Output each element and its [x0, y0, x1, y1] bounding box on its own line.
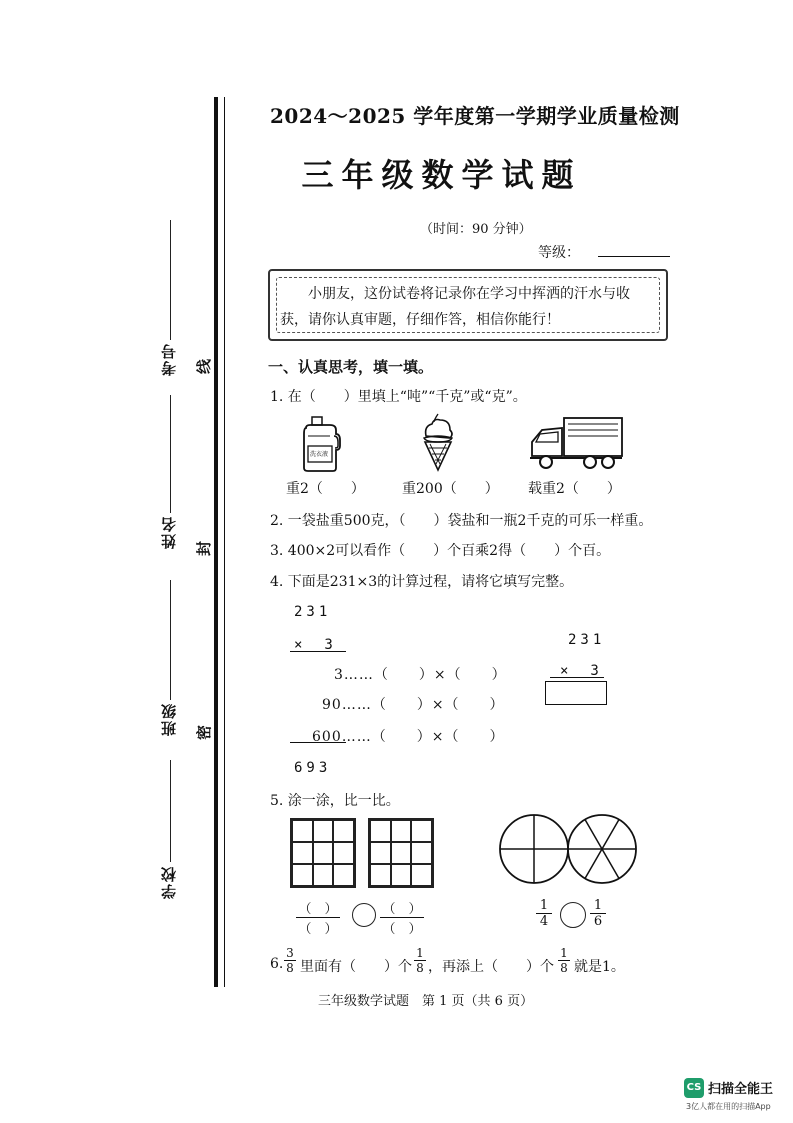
calc-top-number: 231 [294, 604, 332, 620]
square-grid-right[interactable] [368, 818, 434, 888]
mark-secret-char: 密 [195, 724, 214, 741]
q6-f3-num: 1 [558, 946, 570, 961]
binding-border [214, 97, 225, 987]
fraction-one-quarter-den: 4 [539, 914, 549, 929]
bottle-label-text: 洗衣液 [310, 451, 329, 458]
q1-caption-truck: 载重2（ ） [528, 481, 621, 497]
q6-f2-den: 8 [416, 961, 424, 975]
fraction-one-quarter [536, 898, 552, 929]
q6-text-1: 里面有（ ）个 [300, 959, 412, 975]
q6-text-3: 就是1。 [574, 959, 625, 975]
calc-right-mult: × 3 [560, 663, 603, 679]
calc-underline-1 [290, 651, 346, 652]
q6-fraction-one-eighth-a [414, 946, 426, 975]
truck-icon [528, 414, 624, 470]
exam-no-label: 考号 [160, 342, 178, 376]
fraction-one-quarter-num: 1 [536, 898, 552, 914]
note-box [268, 269, 668, 341]
q1-caption-bottle: 重2（ ） [286, 481, 365, 497]
school-line [170, 760, 171, 862]
q1-caption-icecream: 重200（ ） [402, 481, 499, 497]
calc-row-1: 3……（ ）×（ ） [334, 667, 507, 683]
paper-title: 三年级数学试题 [301, 156, 582, 194]
q6-fraction-one-eighth-b [558, 946, 570, 975]
camscanner-logo: CS [684, 1078, 704, 1098]
compare-circle-left[interactable] [352, 903, 376, 927]
detergent-bottle-icon [300, 416, 342, 472]
school-label: 学校 [160, 865, 178, 899]
time-limit: （时间：90 分钟） [420, 222, 532, 237]
section-heading: 一、认真思考，填一填。 [268, 358, 434, 376]
q6-f1-num: 3 [284, 946, 296, 961]
q2-text: 2. 一袋盐重500克，（ ）袋盐和一瓶2千克的可乐一样重。 [270, 513, 653, 529]
blank-fraction-right-den: （ ） [382, 922, 422, 937]
circle-quarters[interactable] [498, 813, 570, 889]
fraction-one-sixth-num: 1 [590, 898, 606, 914]
blank-fraction-left[interactable] [296, 898, 340, 937]
class-line [170, 580, 171, 700]
calc-right-top: 231 [568, 632, 606, 648]
q6-f3-den: 8 [560, 961, 568, 975]
q3-text: 3. 400×2可以看作（ ）个百乘2得（ ）个百。 [270, 543, 611, 559]
note-text: 小朋友，这份试卷将记录你在学习中挥洒的汗水与收获，请你认真审题，仔细作答，相信你能行！ [280, 286, 630, 328]
name-line [170, 395, 171, 513]
page-footer: 三年级数学试题 第 1 页（共 6 页） [318, 994, 534, 1009]
q6-f1-den: 8 [286, 961, 294, 975]
circle-sixths[interactable] [566, 813, 638, 889]
ice-cream-icon [420, 412, 456, 472]
q5-text: 5. 涂一涂，比一比。 [270, 793, 400, 809]
q6-text-2: ，再添上（ ）个 [428, 959, 554, 975]
class-label: 班级 [160, 702, 178, 736]
blank-fraction-right-num: （ ） [380, 898, 424, 918]
calc-right-underline [550, 677, 604, 678]
calc-row-2: 90……（ ）×（ ） [322, 697, 505, 713]
calc-result: 693 [294, 760, 332, 776]
calc-underline-2 [290, 742, 346, 743]
mark-line-char: 线 [195, 358, 214, 375]
q6-prefix: 6. [270, 956, 284, 972]
square-grid-left[interactable] [290, 818, 356, 888]
mark-seal-char: 封 [195, 540, 214, 557]
blank-fraction-left-num: （ ） [296, 898, 340, 918]
grade-blank[interactable] [598, 256, 670, 257]
blank-fraction-left-den: （ ） [298, 922, 338, 937]
camscanner-name: 扫描全能王 [708, 1082, 774, 1097]
calc-multiplier: × 3 [294, 637, 337, 653]
camscanner-tagline: 3亿人都在用的扫描App [686, 1102, 771, 1111]
exam-title: 2024～2025 学年度第一学期学业质量检测 [270, 104, 680, 128]
compare-circle-right[interactable] [560, 902, 586, 928]
calc-answer-box[interactable] [545, 681, 607, 705]
q4-text: 4. 下面是231×3的计算过程，请将它填写完整。 [270, 574, 574, 590]
q1-text: 1. 在（ ）里填上“吨”“千克”或“克”。 [270, 389, 527, 405]
fraction-one-sixth-den: 6 [593, 914, 603, 929]
fraction-one-sixth [590, 898, 606, 929]
grade-label: 等级： [538, 245, 580, 261]
q6-fraction-three-eighths [284, 946, 296, 975]
name-label: 姓名 [160, 515, 178, 549]
exam-no-line [170, 220, 171, 340]
calc-row-3: 600……（ ）×（ ） [312, 729, 505, 745]
blank-fraction-right[interactable] [380, 898, 424, 937]
q6-f2-num: 1 [414, 946, 426, 961]
